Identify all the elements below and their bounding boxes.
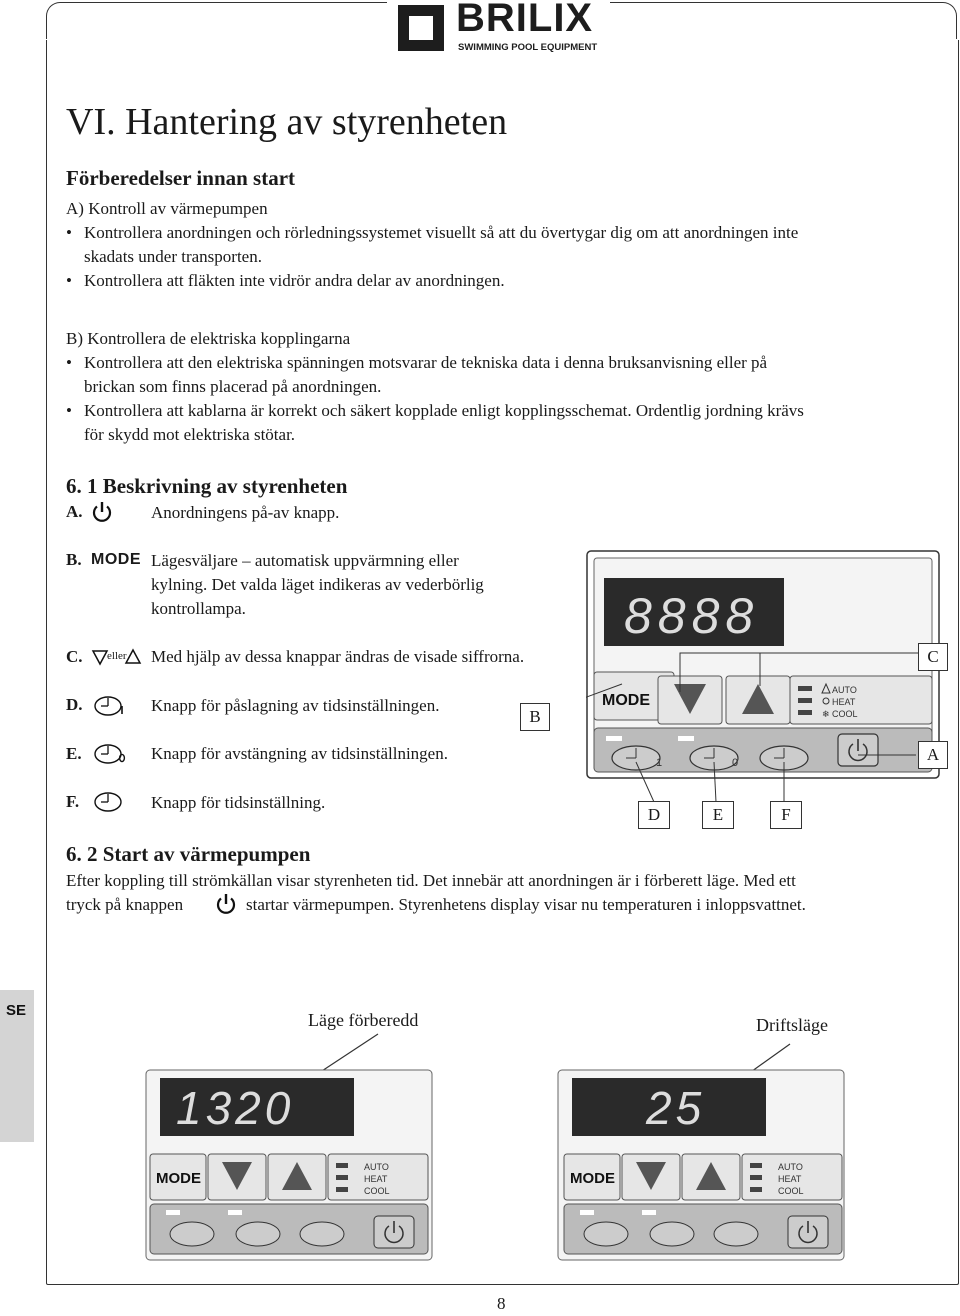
start-heading: 6. 2 Start av värmepumpen — [66, 842, 311, 866]
cool-icon: ❄ — [822, 709, 830, 719]
run-display-digits: 25 — [646, 1082, 706, 1134]
standby-auto: AUTO — [364, 1162, 389, 1172]
desc-a-text: Anordningens på-av knapp. — [151, 503, 340, 522]
desc-e-label: E. — [66, 744, 82, 763]
list-item: • Kontrollera att fläkten inte vidrör andra delar av anordningen. — [66, 269, 798, 293]
run-clock[interactable] — [714, 1222, 758, 1246]
timer-on-mark: 1 — [656, 757, 663, 769]
indicator-cool-led — [798, 710, 812, 715]
callout-a: A — [918, 741, 948, 769]
desc-b-label: B. — [66, 550, 82, 569]
list-item: • Kontrollera anordningen och rörledningssystemet visuellt så att du övertygar dig om att anordningen inte — [66, 221, 798, 245]
run-heat: HEAT — [778, 1174, 802, 1184]
mode-button-label: MODE — [602, 692, 650, 709]
list-item: • Kontrollera att den elektriska spänningen motsvarar de tekniska data i denna bruksanvisning eller på — [66, 351, 804, 375]
example-panels — [140, 1028, 940, 1266]
prep-heading: Förberedelser innan start — [66, 166, 296, 190]
standby-cool: COOL — [364, 1186, 390, 1196]
desc-c-or: eller — [107, 650, 127, 662]
start-line-2a: tryck på knappen — [66, 895, 184, 914]
callout-b: B — [520, 703, 550, 731]
clock-icon — [92, 790, 128, 814]
desc-heading: 6. 1 Beskrivning av styrenheten — [66, 474, 348, 498]
control-panel-diagram — [586, 550, 956, 830]
power-icon — [214, 892, 238, 916]
desc-b-text-1: Lägesväljare – automatisk uppvärmning eller — [151, 551, 459, 570]
run-label: Driftsläge — [756, 1015, 828, 1035]
standby-heat: HEAT — [364, 1174, 388, 1184]
desc-d-text: Knapp för påslagning av tidsinställningen. — [151, 696, 440, 715]
list-item: • Kontrollera att kablarna är korrekt och säkert kopplade enligt kopplingsschemat. Ordentlig jordning krävs — [66, 399, 804, 423]
standby-mode-label: MODE — [156, 1170, 201, 1187]
start-line-1: Efter koppling till strömkällan visar styrenheten tid. Det innebär att anordningen är i förberett läge. Med ett — [66, 871, 796, 890]
callout-c: C — [918, 643, 948, 671]
callout-e: E — [702, 801, 734, 829]
desc-c-label: C. — [66, 647, 83, 666]
brand-logo — [398, 2, 608, 54]
page-title: VI. Hantering av styrenheten — [66, 101, 508, 143]
power-icon — [90, 500, 114, 524]
indicator-cool-label: COOL — [832, 709, 858, 719]
indicator-heat-label: HEAT — [832, 697, 856, 707]
prep-b-title: B) Kontrollera de elektriska kopplingarna — [66, 329, 351, 348]
prep-a-title: A) Kontroll av värmepumpen — [66, 199, 268, 218]
desc-b-mode: MODE — [91, 551, 141, 568]
list-item-cont: skadats under transporten. — [84, 247, 262, 266]
list-item-cont: brickan som finns placerad på anordningen. — [84, 377, 382, 396]
desc-d-label: D. — [66, 695, 83, 714]
callout-d: D — [638, 801, 670, 829]
indicator-heat-led — [798, 698, 812, 703]
desc-e-text: Knapp för avstängning av tidsinställningen. — [151, 744, 448, 763]
callout-f: F — [770, 801, 802, 829]
desc-b-text-2: kylning. Det valda läget indikeras av vederbörlig — [151, 575, 484, 594]
desc-a-label: A. — [66, 502, 83, 521]
panel-display-digits: 8888 — [624, 588, 760, 644]
desc-f-label: F. — [66, 792, 80, 811]
prep-a-list — [66, 221, 798, 293]
start-line-2b: startar värmepumpen. Styrenhetens display visar nu temperaturen i inloppsvattnet. — [246, 895, 806, 914]
timer-off-icon — [92, 742, 128, 766]
frame-top-left — [46, 2, 387, 39]
logo-brand: BRILIX — [456, 0, 594, 40]
frame-top-right — [610, 2, 957, 39]
prep-b-list — [66, 351, 804, 447]
timer-led-2 — [678, 736, 694, 741]
run-cool: COOL — [778, 1186, 804, 1196]
desc-b-text-3: kontrollampa. — [151, 599, 246, 618]
logo-tagline: SWIMMING POOL EQUIPMENT — [458, 42, 598, 53]
timer-led-1 — [606, 736, 622, 741]
run-timer-off[interactable] — [650, 1222, 694, 1246]
timer-off-mark: 0 — [732, 757, 739, 769]
list-item-cont: för skydd mot elektriska stötar. — [84, 425, 296, 444]
run-mode-label: MODE — [570, 1170, 615, 1187]
desc-f-text: Knapp för tidsinställning. — [151, 793, 326, 812]
timer-on-icon — [92, 694, 128, 718]
run-auto: AUTO — [778, 1162, 803, 1172]
indicator-auto-label: AUTO — [832, 685, 857, 695]
logo-square-icon — [398, 5, 444, 51]
standby-display-digits: 1320 — [176, 1082, 295, 1134]
page-number: 8 — [497, 1294, 506, 1313]
language-tab — [0, 990, 34, 1142]
run-timer-on[interactable] — [584, 1222, 628, 1246]
language-tab-label: SE — [6, 1002, 27, 1019]
standby-timer-off[interactable] — [236, 1222, 280, 1246]
standby-clock[interactable] — [300, 1222, 344, 1246]
desc-c-text: Med hjälp av dessa knappar ändras de visade siffrorna. — [151, 647, 525, 666]
indicator-auto-led — [798, 686, 812, 691]
up-triangle-icon — [124, 648, 142, 666]
standby-timer-on[interactable] — [170, 1222, 214, 1246]
standby-label: Läge förberedd — [308, 1010, 419, 1030]
